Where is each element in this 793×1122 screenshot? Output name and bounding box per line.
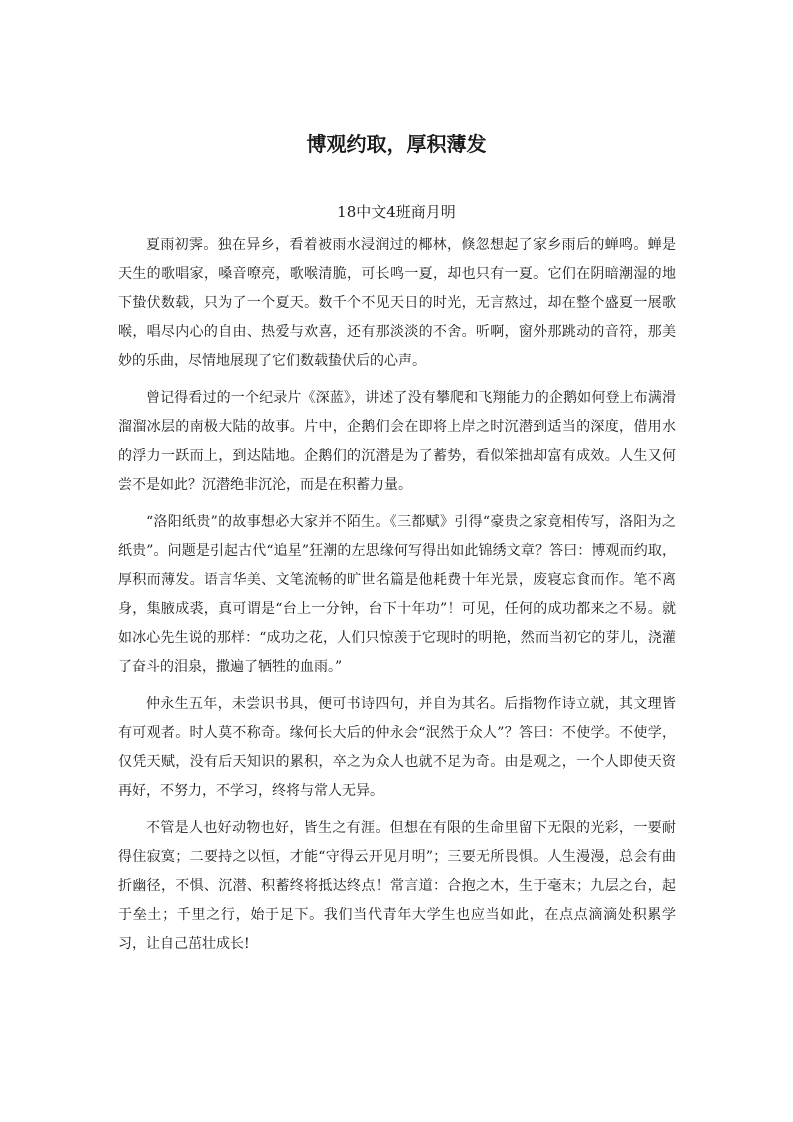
essay-body	[118, 231, 676, 967]
essay-title: 博观约取，厚积薄发	[306, 132, 487, 156]
author-line: 18中文4班商月明	[337, 203, 456, 221]
paragraph-4: 仲永生五年，未尝识书具，便可书诗四句，并自为其名。后指物作诗立就，其文理皆有可观者。时人莫不称奇。缘何长大后的仲永会“泯然于众人”？答曰：不使学。不使学，仅凭天赋，没有后天知识的累积，卒之为众人也就不足为奇。由是观之，一个人即使天资再好，不努力，不学习，终将与常人无异。	[118, 696, 676, 799]
paragraph-1: 夏雨初霁。独在异乡，看着被雨水浸润过的椰林，倏忽想起了家乡雨后的蝉鸣。蝉是天生的歌唱家，嗓音嘹亮，歌喉清脆，可长鸣一夏，却也只有一夏。它们在阴暗潮湿的地下蛰伏数载，只为了一个夏天。数千个不见天日的时光，无言熬过，却在整个盛夏一展歌喉，唱尽内心的自由、热爱与欢喜，还有那淡淡的不舍。听啊，窗外那跳动的音符，那美妙的乐曲，尽情地展现了它们数载蛰伏后的心声。	[118, 237, 676, 369]
paragraph-5: 不管是人也好动物也好，皆生之有涯。但想在有限的生命里留下无限的光彩，一要耐得住寂寞；二要持之以恒，才能“守得云开见月明”；三要无所畏惧。人生漫漫，总会有曲折幽径，不惧、沉潜、积蓄终将抵达终点！常言道：合抱之木，生于毫末；九层之台，起于垒土；千里之行，始于足下。我们当代青年大学生也应当如此，在点点滴滴处积累学习，让自己茁壮成长!	[118, 820, 676, 952]
paragraph-2: 曾记得看过的一个纪录片《深蓝》，讲述了没有攀爬和飞翔能力的企鹅如何登上布满滑溜溜冰层的南极大陆的故事。片中，企鹅们会在即将上岸之时沉潜到适当的深度，借用水的浮力一跃而上，到达陆地。企鹅们的沉潜是为了蓄势，看似笨拙却富有成效。人生又何尝不是如此？沉潜绝非沉沦，而是在积蓄力量。	[118, 390, 676, 493]
paragraph-3: “洛阳纸贵”的故事想必大家并不陌生。《三都赋》引得“豪贵之家竟相传写，洛阳为之纸贵”。问题是引起古代“追星”狂潮的左思缘何写得出如此锦绣文章？答曰：博观而约取，厚积而薄发。语言华美、文笔流畅的旷世名篇是他耗费十年光景，废寝忘食而作。笔不离身，集腋成裘，真可谓是“台上一分钟，台下十年功”！可见，任何的成功都来之不易。就如冰心先生说的那样：“成功之花，人们只惊羡于它现时的明艳，然而当初它的芽儿，浇灌了奋斗的泪泉，撒遍了牺牲的血雨。”	[118, 514, 676, 675]
